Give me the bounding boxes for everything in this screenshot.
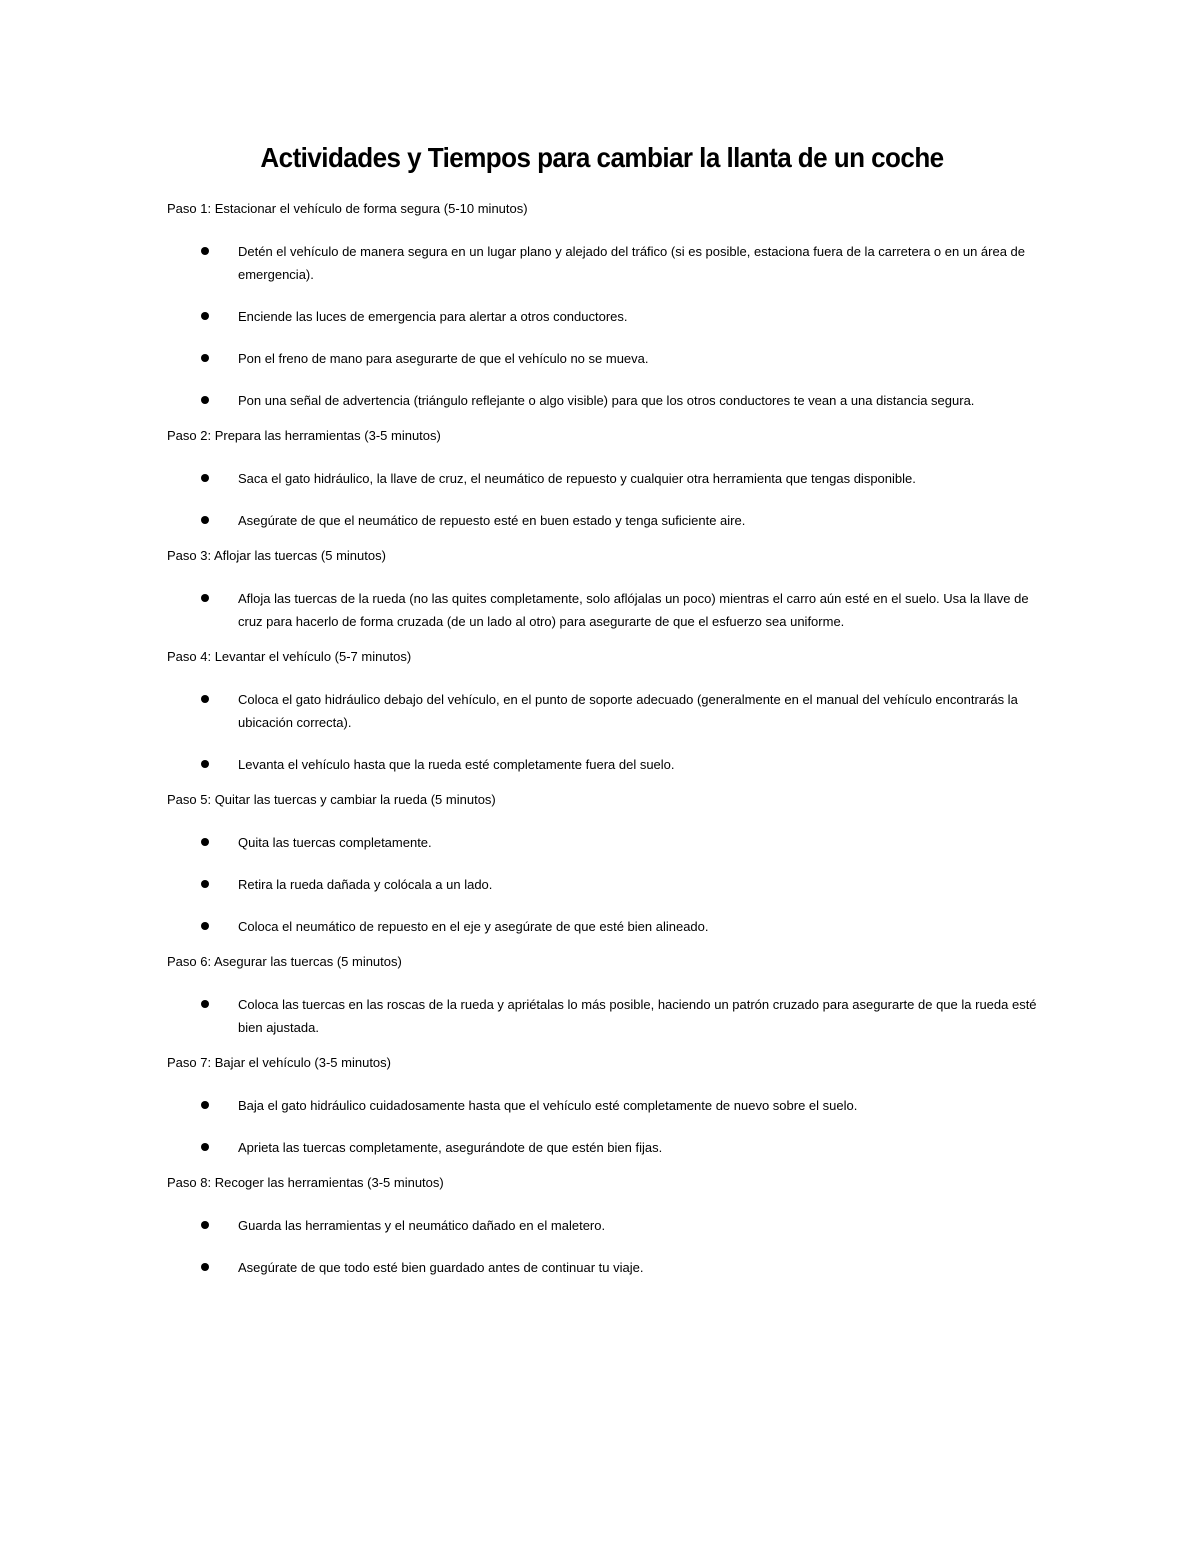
bullet-icon — [201, 396, 209, 404]
step-heading: Paso 8: Recoger las herramientas (3-5 minutos) — [167, 1175, 444, 1190]
list-item — [167, 753, 1037, 776]
step-heading: Paso 7: Bajar el vehículo (3-5 minutos) — [167, 1055, 391, 1070]
list-item-text: Enciende las luces de emergencia para alertar a otros conductores. — [238, 309, 628, 324]
list-item — [167, 688, 1037, 734]
bullet-icon — [201, 695, 209, 703]
bullet-icon — [201, 1101, 209, 1109]
list-item — [167, 240, 1037, 286]
step-heading: Paso 5: Quitar las tuercas y cambiar la rueda (5 minutos) — [167, 792, 496, 807]
list-item-text: Guarda las herramientas y el neumático dañado en el maletero. — [238, 1218, 606, 1233]
list-item-text: Baja el gato hidráulico cuidadosamente hasta que el vehículo esté completamente de nuevo sobre el suelo. — [238, 1098, 858, 1113]
list-item-text: Retira la rueda dañada y colócala a un lado. — [238, 877, 493, 892]
bullet-icon — [201, 312, 209, 320]
step-list — [167, 587, 1037, 633]
bullet-icon — [201, 474, 209, 482]
step-heading: Paso 2: Prepara las herramientas (3-5 minutos) — [167, 428, 441, 443]
step-list — [167, 1094, 1037, 1159]
step-list — [167, 688, 1037, 776]
list-item-text: Quita las tuercas completamente. — [238, 835, 432, 850]
bullet-icon — [201, 838, 209, 846]
step-heading: Paso 1: Estacionar el vehículo de forma segura (5-10 minutos) — [167, 201, 528, 216]
list-item — [167, 1136, 1037, 1159]
list-item — [167, 389, 1037, 412]
list-item-text: Levanta el vehículo hasta que la rueda esté completamente fuera del suelo. — [238, 757, 675, 772]
list-item — [167, 587, 1037, 633]
bullet-icon — [201, 1000, 209, 1008]
document-title: Actividades y Tiempos para cambiar la llanta de un coche — [260, 142, 944, 173]
list-item — [167, 993, 1037, 1039]
bullet-icon — [201, 880, 209, 888]
bullet-icon — [201, 247, 209, 255]
list-item — [167, 915, 1037, 938]
list-item — [167, 467, 1037, 490]
step-list — [167, 1214, 1037, 1279]
list-item-text: Detén el vehículo de manera segura en un lugar plano y alejado del tráfico (si es posible, estaciona fuera de la carretera o en un área de emergencia). — [238, 244, 1025, 282]
list-item — [167, 1214, 1037, 1237]
bullet-icon — [201, 922, 209, 930]
list-item — [167, 347, 1037, 370]
bullet-icon — [201, 1221, 209, 1229]
bullet-icon — [201, 594, 209, 602]
list-item-text: Afloja las tuercas de la rueda (no las quites completamente, solo aflójalas un poco) mientras el carro aún esté en el suelo. Usa la llave de cruz para hacerlo de forma cruzada (de un lado al otro) para asegurarte de que el esfuerzo sea uniforme. — [238, 591, 1029, 629]
list-item-text: Pon una señal de advertencia (triángulo reflejante o algo visible) para que los otros conductores te vean a una distancia segura. — [238, 393, 975, 408]
list-item — [167, 1094, 1037, 1117]
bullet-icon — [201, 516, 209, 524]
bullet-icon — [201, 1143, 209, 1151]
step-list — [167, 467, 1037, 532]
step-heading: Paso 4: Levantar el vehículo (5-7 minutos) — [167, 649, 412, 664]
bullet-icon — [201, 760, 209, 768]
list-item-text: Aprieta las tuercas completamente, asegurándote de que estén bien fijas. — [238, 1140, 663, 1155]
list-item — [167, 509, 1037, 532]
step-heading: Paso 6: Asegurar las tuercas (5 minutos) — [167, 954, 402, 969]
list-item — [167, 305, 1037, 328]
list-item — [167, 873, 1037, 896]
list-item — [167, 831, 1037, 854]
document-page — [167, 138, 1037, 1293]
list-item-text: Asegúrate de que el neumático de repuesto esté en buen estado y tenga suficiente aire. — [238, 513, 746, 528]
steps-container — [167, 199, 1037, 1279]
step-list — [167, 240, 1037, 412]
list-item — [167, 1256, 1037, 1279]
list-item-text: Asegúrate de que todo esté bien guardado antes de continuar tu viaje. — [238, 1260, 644, 1275]
list-item-text: Pon el freno de mano para asegurarte de que el vehículo no se mueva. — [238, 351, 649, 366]
list-item-text: Coloca el neumático de repuesto en el eje y asegúrate de que esté bien alineado. — [238, 919, 709, 934]
bullet-icon — [201, 1263, 209, 1271]
bullet-icon — [201, 354, 209, 362]
list-item-text: Coloca el gato hidráulico debajo del vehículo, en el punto de soporte adecuado (generalmente en el manual del vehículo encontrarás la ubicación correcta). — [238, 692, 1018, 730]
step-list — [167, 993, 1037, 1039]
list-item-text: Coloca las tuercas en las roscas de la rueda y apriétalas lo más posible, haciendo un patrón cruzado para asegurarte de que la rueda esté bien ajustada. — [238, 997, 1037, 1035]
step-heading: Paso 3: Aflojar las tuercas (5 minutos) — [167, 548, 386, 563]
step-list — [167, 831, 1037, 938]
list-item-text: Saca el gato hidráulico, la llave de cruz, el neumático de repuesto y cualquier otra herramienta que tengas disponible. — [238, 471, 916, 486]
